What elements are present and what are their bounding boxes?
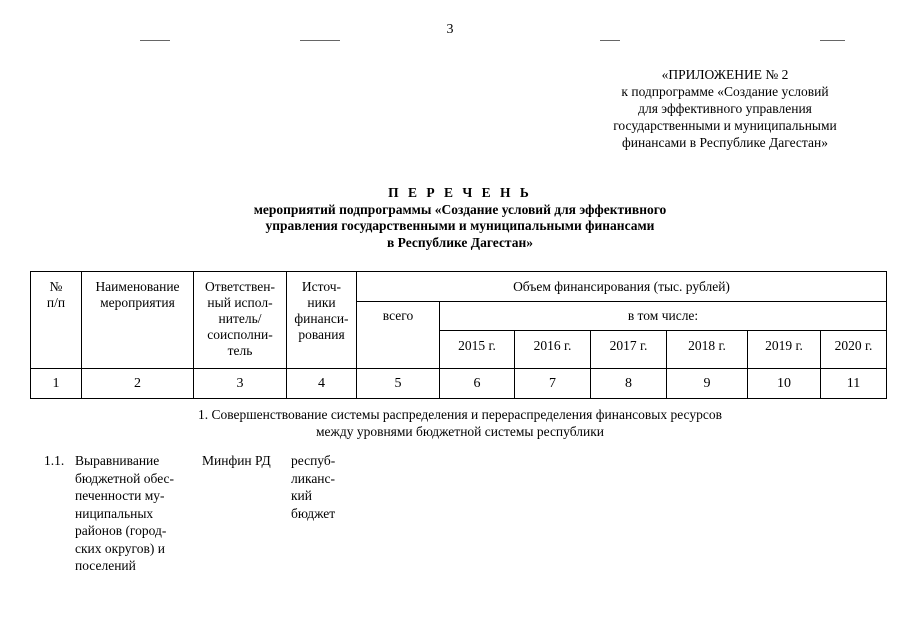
column-number-text: 3: [236, 375, 244, 391]
appendix-line: «ПРИЛОЖЕНИЕ № 2: [661, 67, 789, 82]
header-source-line: рования: [298, 327, 345, 342]
header-year-text: 2017 г.: [609, 338, 648, 353]
row-measure-name-line: ских округов) и: [75, 540, 165, 556]
header-year: [821, 338, 886, 354]
header-responsible-line: ный испол-: [207, 295, 273, 310]
header-including: [440, 308, 886, 324]
row-measure-name-line: Выравнивание: [75, 453, 160, 468]
column-number: [357, 369, 439, 398]
column-number: [748, 369, 820, 398]
header-volume: [357, 279, 886, 295]
row-source-line: респуб-: [291, 453, 336, 468]
title-main: П Е Р Е Ч Е Н Ь: [388, 185, 532, 200]
column-number: [194, 369, 286, 398]
scan-artifact: [140, 40, 170, 41]
row-measure-name-line: бюджетной обес-: [75, 470, 175, 486]
appendix-line: к подпрограмме «Создание условий: [621, 84, 829, 99]
header-responsible-line: соисполни-: [207, 327, 273, 342]
header-num-line: №: [49, 279, 63, 294]
header-total: [357, 308, 439, 324]
column-number-text: 2: [134, 375, 141, 391]
header-source: [287, 279, 356, 343]
appendix-block: [590, 66, 860, 151]
header-name-line: мероприятия: [100, 295, 175, 310]
row-measure-name-line: районов (город-: [75, 523, 167, 538]
header-responsible: [194, 279, 286, 359]
header-year: [440, 338, 514, 354]
column-number-text: 10: [777, 375, 791, 391]
row-number: 1.1.: [44, 453, 65, 468]
header-year: [748, 338, 820, 354]
header-source-line: финанси-: [294, 311, 349, 326]
section-heading: [150, 406, 770, 440]
table-border: [30, 398, 887, 399]
header-responsible-line: нитель/: [218, 311, 262, 326]
column-number: [667, 369, 747, 398]
header-including-text: в том числе:: [627, 308, 699, 323]
header-name-line: Наименование: [95, 279, 180, 294]
row-measure-name-line: ниципальных: [75, 505, 154, 521]
header-year-text: 2016 г.: [533, 338, 572, 353]
scan-artifact: [600, 40, 620, 41]
title-line: мероприятий подпрограммы «Создание условий для эффективного: [253, 201, 667, 217]
column-number-text: 11: [846, 375, 861, 391]
row-source-line: бюджет: [291, 505, 336, 521]
column-number: [821, 369, 886, 398]
header-volume-text: Объем финансирования (тыс. рублей): [513, 279, 730, 294]
row-source-line: ликанс-: [291, 470, 336, 486]
scan-artifact: [820, 40, 845, 41]
row-measure-name-line: печенности му-: [75, 488, 165, 503]
row-measure-name-line: поселений: [75, 558, 136, 573]
header-year-text: 2015 г.: [458, 338, 496, 353]
column-number-text: 9: [703, 375, 711, 391]
header-year-text: 2020 г.: [834, 338, 873, 353]
table-border: [886, 271, 887, 399]
column-number: [591, 369, 666, 398]
column-number-text: 6: [473, 375, 481, 391]
header-total-text: всего: [382, 308, 414, 323]
header-source-line: ники: [307, 295, 336, 310]
section-heading-line: между уровнями бюджетной системы республики: [315, 424, 605, 439]
title-line: в Республике Дагестан»: [386, 234, 534, 250]
appendix-line: для эффективного управления: [638, 101, 812, 116]
column-number-text: 4: [318, 375, 325, 391]
header-year: [515, 338, 590, 354]
column-number-text: 8: [625, 375, 632, 391]
header-responsible-line: Ответствен-: [205, 279, 275, 294]
table-border: [30, 271, 887, 272]
header-year-text: 2018 г.: [688, 338, 726, 353]
header-responsible-line: тель: [227, 343, 253, 358]
column-number-text: 5: [394, 375, 402, 391]
column-number: [31, 369, 81, 398]
row-source: [291, 452, 361, 522]
row-responsible: Минфин РД: [202, 453, 271, 468]
header-num: [31, 279, 81, 311]
column-number-text: 1: [52, 375, 60, 391]
column-number: [515, 369, 590, 398]
section-heading-line: 1. Совершенствование системы распределения и перераспределения финансовых ресурсов: [197, 407, 722, 422]
header-num-line: п/п: [46, 295, 66, 310]
title-line: управления государственными и муниципальными финансами: [265, 218, 655, 233]
column-number: [82, 369, 193, 398]
row-source-line: кий: [291, 488, 313, 503]
column-number: [287, 369, 356, 398]
header-year-text: 2019 г.: [765, 338, 803, 353]
document-title: [150, 185, 770, 251]
column-number: [440, 369, 514, 398]
header-name: [82, 279, 193, 311]
appendix-line: государственными и муниципальными: [613, 118, 837, 133]
page-number: 3: [446, 22, 454, 37]
column-number-text: 7: [549, 375, 556, 391]
header-year: [667, 338, 747, 354]
scan-artifact: [300, 40, 340, 41]
table-border: [356, 301, 887, 302]
header-year: [591, 338, 666, 354]
row-measure-name: [75, 452, 195, 575]
header-source-line: Источ-: [301, 279, 342, 294]
appendix-line: финансами в Республике Дагестан»: [622, 135, 828, 150]
